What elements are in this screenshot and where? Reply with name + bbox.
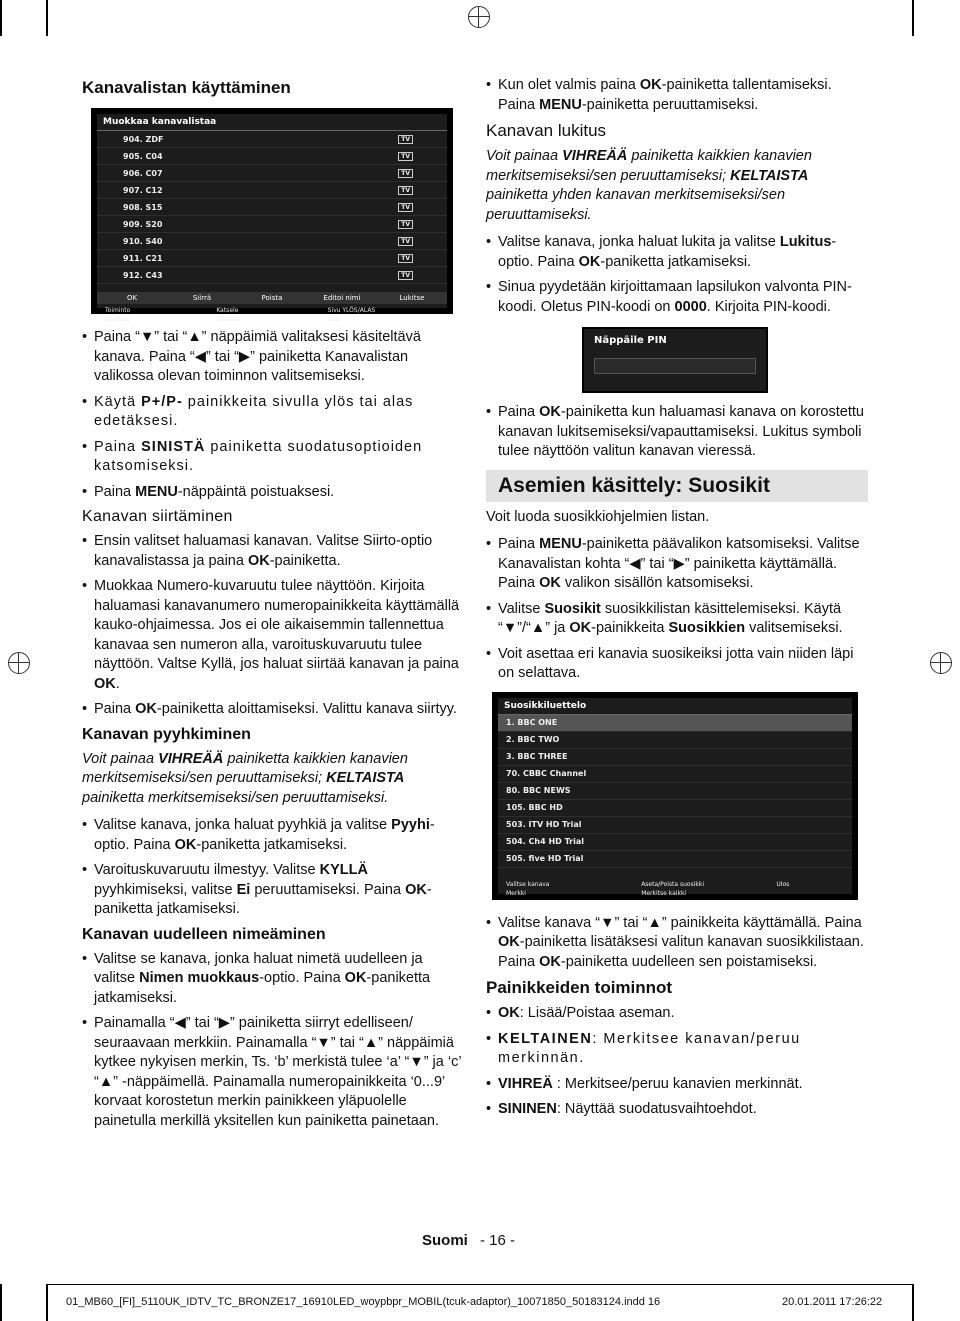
move-bullets <box>82 532 464 720</box>
footer-filename: 01_MB60_[FI]_5110UK_IDTV_TC_BRONZE17_16910LED_woypbpr_MOBIL(tcuk-adaptor)_10071850_50183124.indd 16 <box>66 1296 661 1308</box>
list-item: 1. BBC ONE <box>498 715 852 732</box>
list-item: • Kun olet valmis paina OK-painiketta tallentamiseksi. Paina MENU-painiketta peruuttamiseksi. <box>486 76 868 115</box>
list-item: 505. five HD Trial <box>498 851 852 868</box>
right-column <box>486 76 868 1126</box>
list-item: • OK: Lisää/Poistaa aseman. <box>486 1004 868 1024</box>
crop-mark <box>0 1284 2 1321</box>
list-item: 3. BBC THREE <box>498 749 852 766</box>
favourites-screenshot <box>492 692 858 900</box>
delete-button-label: Poista <box>261 294 283 302</box>
list-item: • Paina OK-painiketta aloittamiseksi. Valittu kanava siirtyy. <box>82 700 464 720</box>
crop-mark <box>912 0 914 36</box>
footer-timestamp: 20.01.2011 17:26:22 <box>782 1296 883 1308</box>
favourites-bullets <box>486 535 868 684</box>
lock-bullets <box>486 233 868 317</box>
list-item: • Paina OK-painiketta kun haluamasi kanava on korostettu kanavan lukitsemiseksi/vapauttamiseksi. Lukitus symboli tulee näyttöön valitun kanavan vieressä. <box>486 403 868 462</box>
list-item: 504. Ch4 HD Trial <box>498 834 852 851</box>
screen-title: Muokkaa kanavalistaa <box>97 114 447 131</box>
list-item: • Valitse Suosikit suosikkilistan käsittelemiseksi. Käytä “▼”/“▲” ja OK-painikkeita Suosikkien valitsemiseksi. <box>486 600 868 639</box>
favourite-channel-list <box>498 715 852 868</box>
list-item: • Paina SINISTÄ painiketta suodatusoptioiden katsomiseksi. <box>82 438 464 477</box>
list-item: • Paina MENU-painiketta päävalikon katsomiseksi. Valitse Kanavalistan kohta “◀” tai “▶” painiketta käyttämällä. Paina OK valikon sisällön katsomiseksi. <box>486 535 868 594</box>
list-item: • VIHREÄ : Merkitsee/peruu kanavien merkinnät. <box>486 1075 868 1095</box>
section-band-favourites: Asemien käsittely: Suosikit <box>486 470 868 502</box>
crop-mark <box>46 1284 48 1321</box>
left-column <box>82 76 464 1137</box>
section-title-keys: Painikkeiden toiminnot <box>486 978 673 997</box>
delete-intro: Voit painaa VIHREÄÄ painiketta kaikkien kanavien merkitsemiseksi/sen peruuttamiseksi; KELTAISTA painiketta merkitsemiseksi/sen peruuttamiseksi. <box>82 750 408 806</box>
list-item: 905. C04 TV <box>97 148 447 165</box>
list-item: • Paina “▼” tai “▲” näppäimiä valitaksesi käsiteltävä kanava. Paina “◀” tai “▶” painiketta Kanavalistan valikossa olevan toiminnon valitsemiseksi. <box>82 328 464 387</box>
list-item: 105. BBC HD <box>498 800 852 817</box>
list-item: 904. ZDF TV <box>97 131 447 148</box>
list-item: • Varoituskuvaruutu ilmestyy. Valitse KYLLÄ pyyhkimiseksi, valitse Ei peruuttamiseksi. Paina OK-paniketta jatkamiseksi. <box>82 861 464 920</box>
move-button-label: Siirrä <box>192 294 212 302</box>
function-bar <box>97 292 447 304</box>
registration-mark-icon <box>468 6 490 28</box>
rename-bullets <box>82 950 464 1132</box>
pin-input <box>594 358 756 374</box>
section-title-channel-list: Kanavalistan käyttäminen <box>82 78 291 97</box>
channel-list-bullets <box>82 328 464 502</box>
list-item: • Muokkaa Numero-kuvaruutu tulee näyttöön. Kirjoita haluamasi kanavanumero numeropainikkeita käyttämällä kauko-ohjaimessa. Jos ei ole aikaisemmin tallennettua kanavaa sen numeron alla, varoituskuvaruutu tulee näyttöön. Valtse Kyllä, jos haluat siirtää kanavan ja paina OK. <box>82 577 464 694</box>
crop-mark <box>46 0 48 36</box>
lock-confirm-bullets <box>486 403 868 462</box>
list-item: • Paina MENU-näppäintä poistuaksesi. <box>82 483 464 503</box>
list-item: • Valitse kanava, jonka haluat lukita ja valitse Lukitus-optio. Paina OK-paniketta jatkamiseksi. <box>486 233 868 272</box>
section-title-lock: Kanavan lukitus <box>486 121 607 140</box>
footer-rule <box>48 1284 912 1285</box>
registration-mark-icon <box>930 652 952 674</box>
section-title-rename: Kanavan uudelleen nimeäminen <box>82 925 326 943</box>
save-bullets <box>486 76 868 115</box>
list-item: • Valitse kanava, jonka haluat pyyhkiä ja valitse Pyyhi-optio. Paina OK-paniketta jatkamiseksi. <box>82 816 464 855</box>
list-item: 908. S15 TV <box>97 199 447 216</box>
page-number <box>422 1232 515 1249</box>
list-item: • Valitse kanava “▼” tai “▲” painikkeita käyttämällä. Paina OK-painiketta lisätäksesi valitun kanavan suosikkilistaan. Paina OK-painiketta uudelleen sen poistamiseksi. <box>486 914 868 973</box>
list-item: • Voit asettaa eri kanavia suosikeiksi jotta vain niiden läpi on selattava. <box>486 645 868 684</box>
language-label: Suomi <box>422 1232 468 1249</box>
list-item: • Sinua pyydetään kirjoittamaan lapsilukon valvonta PIN-koodi. Oletus PIN-koodi on 0000. Kirjoita PIN-koodi. <box>486 278 868 317</box>
page-number-text: - 16 - <box>480 1232 516 1249</box>
list-item: 906. C07 TV <box>97 165 447 182</box>
list-item: 80. BBC NEWS <box>498 783 852 800</box>
screen-title: Suosikkiluettelo <box>498 698 852 715</box>
registration-mark-icon <box>8 652 30 674</box>
list-item: 2. BBC TWO <box>498 732 852 749</box>
list-item: 70. CBBC Channel <box>498 766 852 783</box>
list-item: • SININEN: Näyttää suodatusvaihtoehdot. <box>486 1100 868 1120</box>
pin-dialog-title: Näppäile PIN <box>594 335 667 346</box>
list-item: 907. C12 TV <box>97 182 447 199</box>
list-item: • Painamalla “◀” tai “▶” painiketta siirryt edelliseen/ seuraavaan merkkiin. Painamalla “▼” tai “▲” näppäimiä kytkee nykyisen merkin, Ts. ‘b’ merkistä tulee ‘a’ “▼” ja ‘c’ “▲” -näppäimellä. Painamalla numeropainikkeita ‘0...9’ korvaat korostetun merkin painikkeen yläpuolelle painetulla merkillä yksitellen kun painiketta painetaan. <box>82 1014 464 1131</box>
channel-list <box>97 131 447 284</box>
favourites-intro: Voit luoda suosikkiohjelmien listan. <box>486 508 710 525</box>
delete-bullets <box>82 816 464 920</box>
list-item: 910. S40 TV <box>97 233 447 250</box>
screen-legend: Valitse kanava Merkki Aseta/Poista suosikki Merkitse kaikki Ulos <box>506 880 790 897</box>
pin-dialog-screenshot <box>582 327 768 393</box>
list-item: • Valitse se kanava, jonka haluat nimetä uudelleen ja valitse Nimen muokkaus-optio. Paina OK-paniketta jatkamiseksi. <box>82 950 464 1009</box>
list-item: 909. S20 TV <box>97 216 447 233</box>
list-item: 911. C21 TV <box>97 250 447 267</box>
list-item: 503. ITV HD Trial <box>498 817 852 834</box>
lock-intro: Voit painaa VIHREÄÄ painiketta kaikkien kanavien merkitsemiseksi/sen peruuttamiseksi; KELTAISTA painiketta yhden kanavan merkitsemiseksi/sen peruuttamiseksi. <box>486 148 812 223</box>
list-item: • KELTAINEN: Merkitsee kanavan/peruu merkinnän. <box>486 1030 868 1069</box>
crop-mark <box>912 1284 914 1321</box>
lock-button-label: Lukitse <box>399 294 425 302</box>
list-item: • Käytä P+/P- painikkeita sivulla ylös tai alas edetäksesi. <box>82 393 464 432</box>
list-item: • Ensin valitset haluamasi kanavan. Valitse Siirto-optio kanavalistassa ja paina OK-painiketta. <box>82 532 464 571</box>
key-function-list <box>486 1004 868 1120</box>
section-title-move: Kanavan siirtäminen <box>82 508 233 525</box>
crop-mark <box>0 0 2 36</box>
screen-legend: Toiminto Suodata Katsele Takaisin Sivu YLÖS/ALAS Ulos <box>105 307 376 323</box>
list-item: 912. C43 TV <box>97 267 447 284</box>
channel-list-screenshot <box>91 108 453 323</box>
ok-button-label: OK <box>126 294 138 302</box>
favourites-select-bullets <box>486 914 868 973</box>
rename-button-label: Editoi nimi <box>323 294 361 302</box>
section-title-delete: Kanavan pyyhkiminen <box>82 725 251 743</box>
